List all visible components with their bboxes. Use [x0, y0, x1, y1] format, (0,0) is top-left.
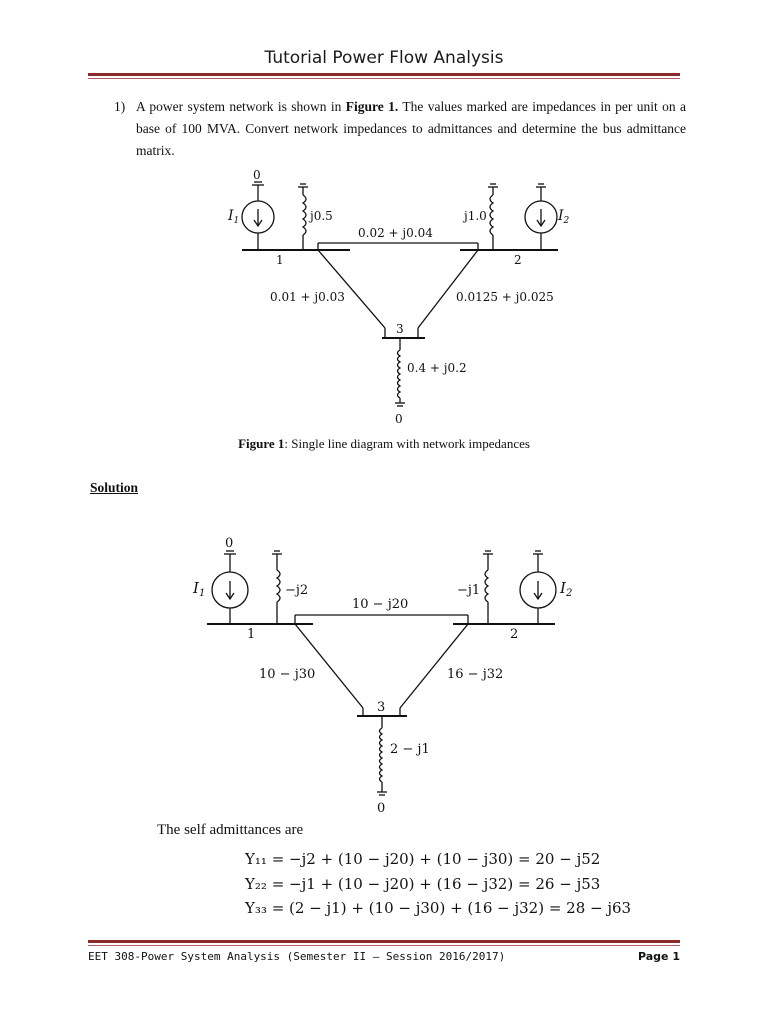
fig2-shunt-bus1-label: −j2 [285, 583, 309, 598]
equation-y33: Y₃₃ = (2 − j1) + (10 − j30) + (16 − j32) = 28 − j63 [245, 899, 632, 917]
fig2-load-bus3-label: 2 − j1 [390, 742, 430, 757]
fig1-line-13-label: 0.01 + j0.03 [270, 290, 345, 304]
footer-course-info: EET 308-Power System Analysis (Semester II – Session 2016/2017) [88, 950, 506, 963]
solution-heading: Solution [90, 480, 139, 495]
fig1-ground-bottom-label: 0 [395, 412, 403, 426]
fig2-line-12-label: 10 − j20 [352, 597, 409, 612]
header-rule [88, 73, 680, 76]
fig1-i1-label: $I_1$ [228, 208, 240, 226]
fig1-i2-label: $I_2$ [558, 208, 570, 226]
fig2-line-23-label: 16 − j32 [447, 667, 504, 682]
fig1-line-23-label: 0.0125 + j0.025 [456, 290, 554, 304]
self-admittances-intro: The self admittances are [157, 822, 304, 838]
fig2-bus2-label: 2 [510, 627, 519, 642]
fig1-bus3-label: 3 [396, 322, 404, 336]
question-number: 1) [114, 99, 126, 114]
fig2-bus1-label: 1 [247, 627, 256, 642]
figure-2-diagram [185, 530, 585, 820]
footer-rule [88, 940, 680, 943]
fig2-line-13-label: 10 − j30 [259, 667, 316, 682]
question-text-part2: The values marked are impedances in per unit on a base of 100 MVA. Convert network impedances to admittances and determine the bus admittance matrix. [136, 99, 686, 158]
header-rule-thin [88, 78, 680, 79]
fig1-bus2-label: 2 [514, 253, 522, 267]
equation-y22: Y₂₂ = −j1 + (10 − j20) + (16 − j32) = 26 − j53 [245, 875, 601, 893]
question-text [116, 96, 686, 162]
question-1 [116, 96, 686, 162]
footer-page-number: Page 1 [637, 950, 680, 963]
fig2-shunt-bus2-label: −j1 [457, 583, 481, 598]
equation-y11: Y₁₁ = −j2 + (10 − j20) + (10 − j30) = 20 − j52 [245, 850, 601, 868]
fig1-shunt-bus2-label: j1.0 [464, 209, 487, 223]
figure-1-diagram [220, 165, 580, 430]
question-text-part1: A power system network is shown in [136, 99, 346, 114]
footer-rule-thin [88, 945, 680, 946]
fig1-ground-top-label: 0 [253, 168, 261, 182]
fig2-i1-label: $I_1$ [193, 579, 206, 599]
fig2-ground-bottom-label: 0 [377, 801, 386, 816]
figure-1-caption-label: Figure 1 [238, 436, 285, 451]
figure-1-caption [0, 436, 768, 452]
fig2-bus3-label: 3 [377, 700, 386, 715]
fig1-load-bus3-label: 0.4 + j0.2 [407, 361, 467, 375]
fig2-ground-top-label: 0 [225, 536, 234, 551]
figure-1-caption-text: : Single line diagram with network impedances [284, 436, 530, 451]
figure-reference: Figure 1. [345, 99, 399, 114]
fig1-line-12-label: 0.02 + j0.04 [358, 226, 433, 240]
fig2-i2-label: $I_2$ [560, 579, 573, 599]
page-header-title: Tutorial Power Flow Analysis [264, 48, 504, 68]
fig1-bus1-label: 1 [276, 253, 284, 267]
fig1-shunt-bus1-label: j0.5 [310, 209, 333, 223]
